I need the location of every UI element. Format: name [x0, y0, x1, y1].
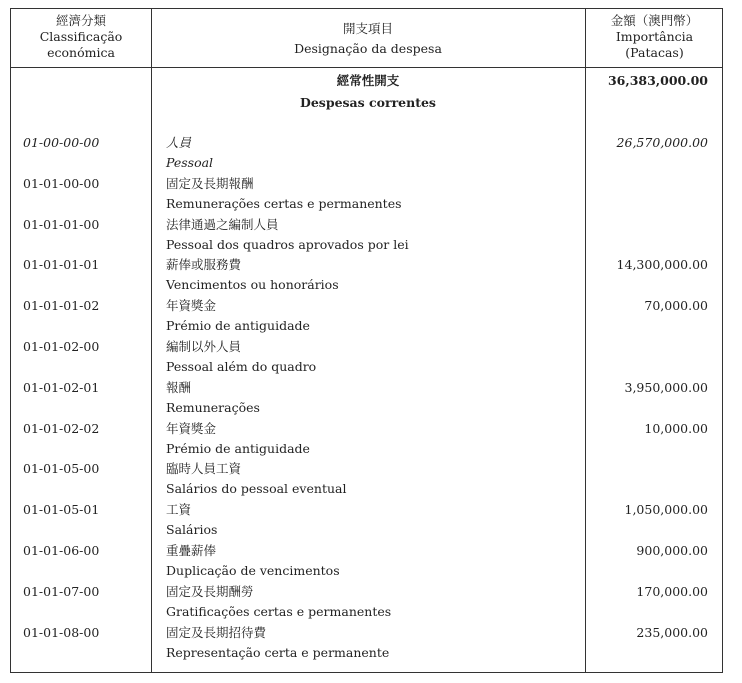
header-classification-pt2: económica	[47, 45, 115, 60]
row-description-pt: Duplicação de vencimentos	[166, 563, 340, 578]
row-amount: 235,000.00	[636, 624, 708, 640]
row-description-zh: 臨時人員工資	[166, 461, 242, 477]
header-classification-zh: 經濟分類	[55, 13, 106, 28]
header-amount-pt2: (Patacas)	[625, 45, 684, 60]
row-description-zh: 編制以外人員	[166, 339, 242, 354]
header-designation-pt: Designação da despesa	[294, 41, 442, 56]
row-amount: 14,300,000.00	[616, 257, 708, 273]
section-title-pt: Despesas correntes	[300, 95, 436, 110]
row-amount: 26,570,000.00	[616, 135, 708, 150]
budget-table	[10, 8, 723, 673]
row-code: 01-01-07-00	[23, 583, 100, 599]
row-description-pt: Pessoal além do quadro	[166, 359, 317, 374]
header-divider	[11, 67, 722, 68]
row-code: 01-01-05-01	[23, 502, 100, 518]
row-description-zh: 法律通過之編制人員	[166, 216, 279, 232]
row-description-pt: Salários do pessoal eventual	[166, 481, 347, 497]
row-description-zh: 固定及長期招待費	[166, 624, 267, 640]
column-divider	[585, 9, 586, 672]
row-description-zh: 年資獎金	[166, 298, 217, 314]
row-amount: 3,950,000.00	[624, 379, 708, 395]
row-description-zh: 固定及長期報酬	[166, 175, 254, 191]
row-description-zh: 固定及長期酬勞	[166, 583, 254, 599]
row-code: 01-01-01-02	[23, 298, 100, 314]
header-amount	[585, 13, 724, 61]
row-code: 01-01-06-00	[23, 543, 100, 558]
row-amount: 70,000.00	[644, 298, 708, 314]
row-description-pt: Salários	[166, 522, 218, 538]
row-code: 01-01-02-02	[23, 420, 100, 436]
row-description-pt: Vencimentos ou honorários	[166, 277, 339, 293]
row-description-pt: Remunerações	[166, 399, 260, 415]
row-description-pt: Remunerações certas e permanentes	[166, 195, 402, 211]
section-title-zh: 經常性開支	[336, 73, 400, 88]
row-amount: 1,050,000.00	[624, 502, 708, 518]
row-description-pt: Prémio de antiguidade	[166, 440, 310, 456]
row-description-pt: Pessoal	[166, 155, 214, 170]
row-description-pt: Pessoal dos quadros aprovados por lei	[166, 236, 409, 252]
row-description-zh: 薪俸或服務費	[166, 257, 242, 273]
header-designation-zh: 開支項目	[342, 21, 393, 36]
row-description-zh: 工資	[166, 502, 192, 518]
header-classification-pt: Classificação	[39, 29, 123, 44]
section-total: 36,383,000.00	[607, 73, 708, 88]
row-code: 01-01-00-00	[23, 175, 100, 191]
row-code: 01-01-01-01	[23, 257, 100, 273]
row-code: 01-01-02-00	[23, 339, 100, 354]
row-code: 01-01-01-00	[23, 216, 100, 232]
row-description-zh: 人員	[166, 135, 192, 150]
row-code: 01-01-05-00	[23, 461, 100, 477]
row-description-zh: 重疊薪俸	[166, 543, 217, 558]
row-code: 01-00-00-00	[23, 135, 100, 150]
row-code: 01-01-08-00	[23, 624, 100, 640]
row-amount: 900,000.00	[636, 543, 708, 558]
row-description-zh: 年資獎金	[166, 420, 217, 436]
row-description-pt: Gratificações certas e permanentes	[166, 603, 392, 619]
row-description-pt: Prémio de antiguidade	[166, 318, 310, 334]
header-amount-zh: 金額（澳門幣）	[610, 13, 699, 28]
row-amount: 170,000.00	[636, 583, 708, 599]
header-amount-pt: Importância	[615, 29, 694, 44]
row-description-zh: 報酬	[166, 379, 192, 395]
header-designation	[151, 21, 585, 57]
row-amount: 10,000.00	[644, 420, 708, 436]
row-code: 01-01-02-01	[23, 379, 100, 395]
row-description-pt: Representação certa e permanente	[166, 644, 390, 660]
header-classification	[11, 13, 151, 61]
